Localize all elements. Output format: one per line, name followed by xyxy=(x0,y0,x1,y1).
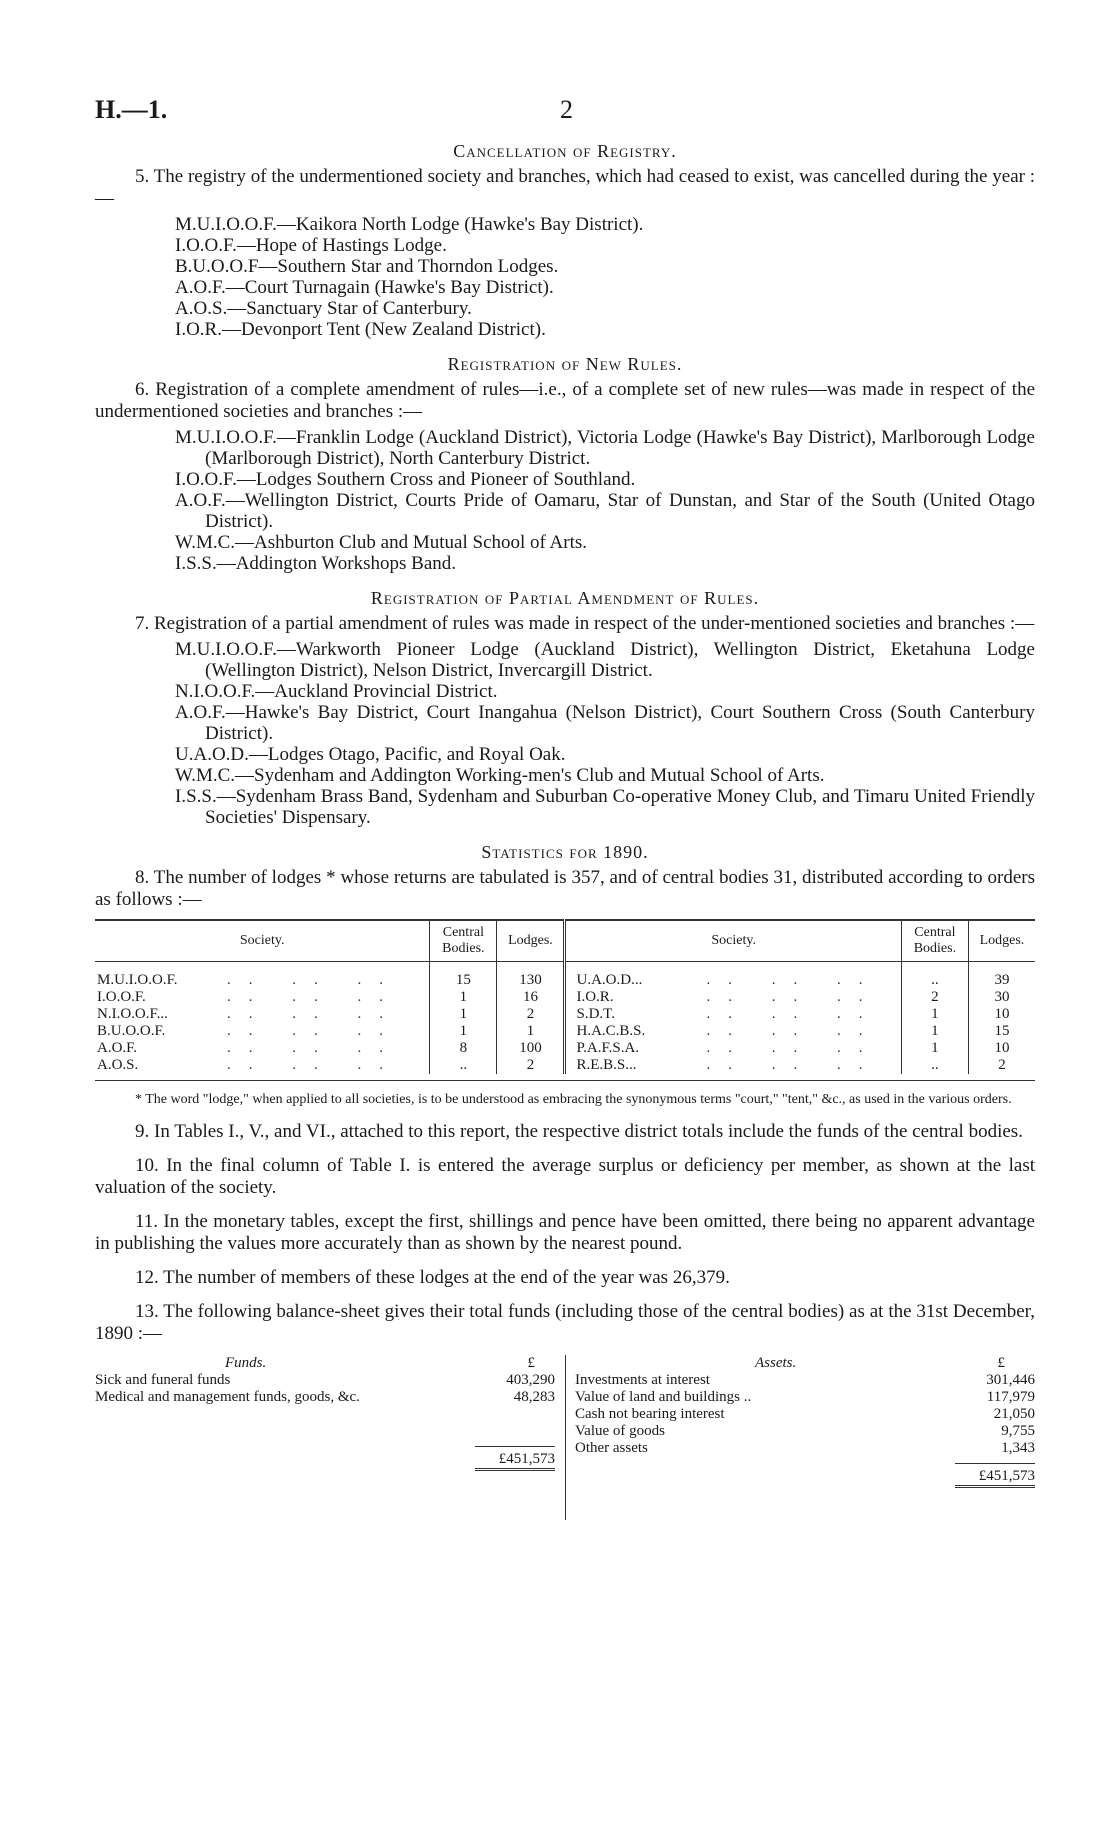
dot-leader: .. .. .. xyxy=(706,1040,881,1056)
lodges-cell: 39 xyxy=(968,972,1035,989)
society-list xyxy=(95,214,1035,340)
section-title: Statistics for 1890. xyxy=(481,842,649,862)
central-cell: 1 xyxy=(430,989,497,1006)
line-value: 1,343 xyxy=(1001,1440,1035,1456)
central-cell: .. xyxy=(901,1057,968,1074)
society-cell: R.E.B.S... .. .. .. xyxy=(565,1057,901,1074)
list-item: U.A.O.D.—Lodges Otago, Pacific, and Royal Oak. xyxy=(175,744,566,765)
page-number: 2 xyxy=(560,95,573,124)
paragraph: 12. The number of members of these lodges at the end of the year was 26,379. xyxy=(135,1267,730,1288)
paragraph: 9. In Tables I., V., and VI., attached to this report, the respective district totals include the funds of the central bodies. xyxy=(135,1121,1023,1142)
line-value: 117,979 xyxy=(986,1389,1035,1405)
lodges-cell: 2 xyxy=(497,1057,565,1074)
section-title: Registration of New Rules. xyxy=(447,354,683,374)
line-label: Investments at interest xyxy=(575,1372,710,1388)
paragraph: 10. In the final column of Table I. is entered the average surplus or deficiency per member, as shown at the last valuation of the society. xyxy=(95,1155,1035,1198)
section-cancellation xyxy=(95,141,1035,340)
list-item: A.O.F.—Hawke's Bay District, Court Inangahua (Nelson District), Court Southern Cross (South Canterbury District). xyxy=(175,702,1035,744)
col-central: Central Bodies. xyxy=(901,920,968,962)
lodges-cell: 130 xyxy=(497,972,565,989)
report-reference: H.—1. xyxy=(95,95,168,124)
society-cell: I.O.O.F. .. .. .. xyxy=(97,989,401,1005)
table-row xyxy=(95,1023,1035,1040)
central-cell: 8 xyxy=(430,1040,497,1057)
list-item: A.O.F.—Court Turnagain (Hawke's Bay District). xyxy=(175,277,554,298)
line-value: 301,446 xyxy=(986,1372,1035,1388)
asset-row xyxy=(575,1440,1035,1457)
line-label: Value of goods xyxy=(575,1423,665,1439)
lodges-cell: 2 xyxy=(497,1006,565,1023)
central-cell: .. xyxy=(901,972,968,989)
society-cell: P.A.F.S.A. .. .. .. xyxy=(565,1040,901,1057)
society-cell: A.O.S. .. .. .. xyxy=(97,1057,401,1073)
society-cell: H.A.C.B.S. .. .. .. xyxy=(565,1023,901,1040)
section-new-rules xyxy=(95,354,1035,574)
col-lodges: Lodges. xyxy=(968,920,1035,962)
dot-leader: .. .. .. xyxy=(227,989,401,1005)
dot-leader: .. .. .. xyxy=(227,1040,401,1056)
central-cell: 1 xyxy=(901,1040,968,1057)
col-central: Central Bodies. xyxy=(430,920,497,962)
lodges-cell: 1 xyxy=(497,1023,565,1040)
paragraph: 11. In the monetary tables, except the first, shillings and pence have been omitted, there being no apparent advantage in publishing the values more accurately than as shown by the nearest pound. xyxy=(95,1211,1035,1254)
col-lodges: Lodges. xyxy=(497,920,565,962)
table-header-row xyxy=(95,920,1035,962)
society-cell: U.A.O.D... .. .. .. xyxy=(565,972,901,989)
list-item: M.U.I.O.O.F.—Kaikora North Lodge (Hawke's Bay District). xyxy=(175,214,644,235)
col-society: Society. xyxy=(565,920,901,962)
lodges-cell: 16 xyxy=(497,989,565,1006)
currency-symbol: £ xyxy=(527,1355,535,1371)
society-cell: N.I.O.O.F... .. .. .. xyxy=(97,1006,401,1022)
society-list xyxy=(95,427,1035,574)
table-row xyxy=(95,1040,1035,1057)
orders-table xyxy=(95,919,1035,1074)
society-cell: M.U.I.O.O.F. .. .. .. xyxy=(97,972,401,988)
asset-row xyxy=(575,1372,1035,1389)
balance-sheet xyxy=(95,1355,1035,1515)
line-label: Cash not bearing interest xyxy=(575,1406,725,1422)
column-divider xyxy=(565,1355,566,1520)
fund-row xyxy=(95,1389,555,1406)
dot-leader: .. .. .. xyxy=(706,1057,881,1073)
lodges-cell: 10 xyxy=(968,1006,1035,1023)
funds-column xyxy=(95,1355,555,1471)
line-value: 9,755 xyxy=(1001,1423,1035,1439)
dot-leader: .. .. .. xyxy=(706,1023,881,1039)
list-item: N.I.O.O.F.—Auckland Provincial District. xyxy=(175,681,498,702)
society-list xyxy=(95,639,1035,828)
line-value: 21,050 xyxy=(993,1406,1035,1422)
funds-total: £451,573 xyxy=(475,1446,555,1468)
dot-leader: .. .. .. xyxy=(227,1006,401,1022)
central-cell: 1 xyxy=(901,1006,968,1023)
document-page xyxy=(95,95,1035,1515)
society-cell: B.U.O.O.F. .. .. .. xyxy=(97,1023,401,1039)
list-item: M.U.I.O.O.F.—Franklin Lodge (Auckland District), Victoria Lodge (Hawke's Bay District), Marlborough Lodge (Marlborough District), North Canterbury District. xyxy=(175,427,1035,469)
section-title: Cancellation of Registry. xyxy=(453,141,677,161)
funds-header: Funds. xyxy=(225,1355,267,1371)
list-item: I.O.O.F.—Hope of Hastings Lodge. xyxy=(175,235,447,256)
list-item: A.O.S.—Sanctuary Star of Canterbury. xyxy=(175,298,472,319)
page-header xyxy=(95,95,1035,135)
line-label: Medical and management funds, goods, &c. xyxy=(95,1389,360,1405)
table-row xyxy=(95,1057,1035,1074)
society-cell: A.O.F. .. .. .. xyxy=(97,1040,401,1056)
asset-row xyxy=(575,1423,1035,1440)
line-label: Value of land and buildings .. xyxy=(575,1389,752,1405)
footnote: * The word "lodge," when applied to all societies, is to be understood as embracing the synonymous terms "court," "tent," &c., as used in the various orders. xyxy=(135,1092,1012,1107)
section-statistics xyxy=(95,842,1035,911)
list-item: I.S.S.—Addington Workshops Band. xyxy=(175,553,457,574)
line-value: 403,290 xyxy=(506,1372,555,1388)
asset-row xyxy=(575,1406,1035,1423)
table-row xyxy=(95,972,1035,989)
table-bottom-rule xyxy=(95,1080,1035,1081)
dot-leader: .. .. .. xyxy=(227,972,401,988)
line-value: 48,283 xyxy=(513,1389,555,1405)
list-item: I.S.S.—Sydenham Brass Band, Sydenham and Suburban Co-operative Money Club, and Timaru United Friendly Societies' Dispensary. xyxy=(175,786,1035,828)
line-label: Sick and funeral funds xyxy=(95,1372,231,1388)
list-item: I.O.O.F.—Lodges Southern Cross and Pioneer of Southland. xyxy=(175,469,636,490)
asset-row xyxy=(575,1389,1035,1406)
central-cell: .. xyxy=(430,1057,497,1074)
col-society: Society. xyxy=(95,920,430,962)
list-item: M.U.I.O.O.F.—Warkworth Pioneer Lodge (Auckland District), Wellington District, Eketahuna Lodge (Wellington District), Nelson District, Invercargill District. xyxy=(175,639,1035,681)
paragraph: 5. The registry of the undermentioned society and branches, which had ceased to exist, was cancelled during the year :— xyxy=(95,166,1035,209)
central-cell: 1 xyxy=(430,1006,497,1023)
society-cell: S.D.T. .. .. .. xyxy=(565,1006,901,1023)
fund-row xyxy=(95,1372,555,1389)
paragraph: 8. The number of lodges * whose returns are tabulated is 357, and of central bodies 31, distributed according to orders as follows :— xyxy=(95,867,1035,910)
section-title: Registration of Partial Amendment of Rules. xyxy=(370,588,760,608)
paragraph: 6. Registration of a complete amendment of rules—i.e., of a complete set of new rules—was made in respect of the undermentioned societies and branches :— xyxy=(95,379,1035,422)
central-cell: 15 xyxy=(430,972,497,989)
currency-symbol: £ xyxy=(997,1355,1005,1371)
list-item: I.O.R.—Devonport Tent (New Zealand District). xyxy=(175,319,546,340)
central-cell: 1 xyxy=(430,1023,497,1040)
table-row xyxy=(95,1006,1035,1023)
list-item: W.M.C.—Ashburton Club and Mutual School of Arts. xyxy=(175,532,588,553)
dot-leader: .. .. .. xyxy=(227,1057,401,1073)
lodges-cell: 2 xyxy=(968,1057,1035,1074)
lodges-cell: 30 xyxy=(968,989,1035,1006)
funds-header-row xyxy=(95,1355,555,1372)
list-item: W.M.C.—Sydenham and Addington Working-men's Club and Mutual School of Arts. xyxy=(175,765,825,786)
assets-total: £451,573 xyxy=(955,1463,1035,1485)
line-label: Other assets xyxy=(575,1440,648,1456)
lodges-cell: 10 xyxy=(968,1040,1035,1057)
dot-leader: .. .. .. xyxy=(706,1006,881,1022)
section-partial-amendment xyxy=(95,588,1035,828)
lodges-cell: 100 xyxy=(497,1040,565,1057)
dot-leader: .. .. .. xyxy=(227,1023,401,1039)
assets-total-row xyxy=(575,1457,1035,1484)
central-cell: 2 xyxy=(901,989,968,1006)
funds-total-row xyxy=(95,1440,555,1467)
list-item: A.O.F.—Wellington District, Courts Pride of Oamaru, Star of Dunstan, and Star of the South (United Otago District). xyxy=(175,490,1035,532)
assets-column xyxy=(575,1355,1035,1488)
dot-leader: .. .. .. xyxy=(706,989,881,1005)
list-item: B.U.O.O.F—Southern Star and Thorndon Lodges. xyxy=(175,256,559,277)
paragraph: 7. Registration of a partial amendment of rules was made in respect of the under-mentioned societies and branches :— xyxy=(135,613,1035,634)
paragraph: 13. The following balance-sheet gives their total funds (including those of the central bodies) as at the 31st December, 1890 :— xyxy=(95,1301,1035,1344)
central-cell: 1 xyxy=(901,1023,968,1040)
assets-header-row xyxy=(575,1355,1035,1372)
dot-leader: .. .. .. xyxy=(706,972,881,988)
table-row xyxy=(95,989,1035,1006)
society-cell: I.O.R. .. .. .. xyxy=(565,989,901,1006)
assets-header: Assets. xyxy=(755,1355,797,1371)
lodges-cell: 15 xyxy=(968,1023,1035,1040)
